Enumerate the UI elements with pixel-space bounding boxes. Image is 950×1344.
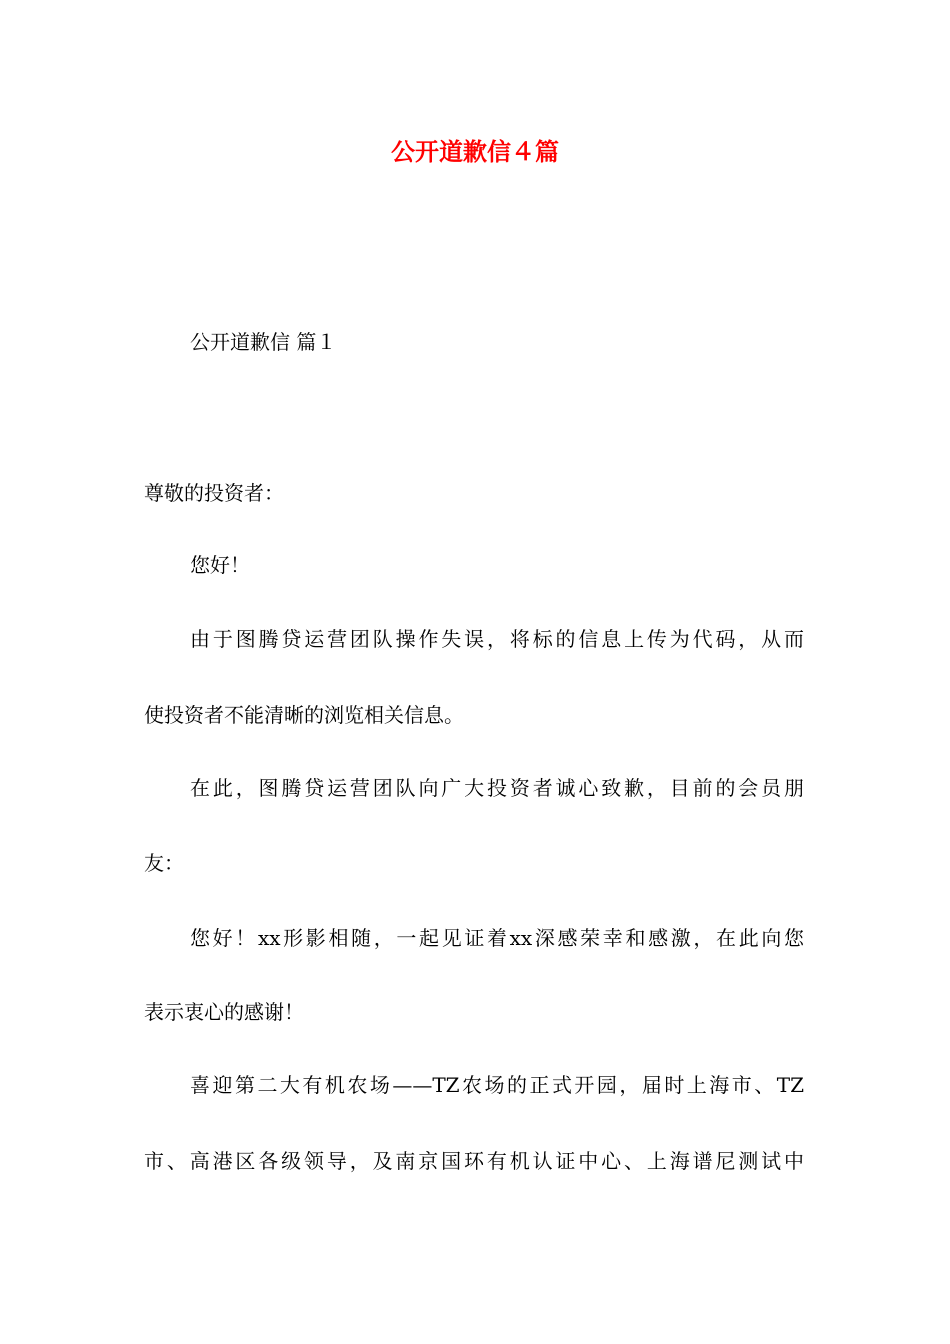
paragraph-1-line-2: 使投资者不能清晰的浏览相关信息。 — [144, 703, 464, 727]
paragraph-3-line-2: 表示衷心的感谢！ — [144, 1000, 304, 1024]
paragraph-1-line-1: 由于图腾贷运营团队操作失误，将标的信息上传为代码，从而 — [190, 627, 804, 651]
paragraph-3-line-1: 您好！xx形影相随，一起见证着xx深感荣幸和感激，在此向您 — [190, 926, 804, 950]
greeting: 您好！ — [190, 553, 250, 577]
paragraph-4-line-1: 喜迎第二大有机农场——TZ农场的正式开园，届时上海市、TZ — [190, 1073, 804, 1097]
paragraph-2-line-1: 在此，图腾贷运营团队向广大投资者诚心致歉，目前的会员朋 — [190, 776, 804, 800]
paragraph-2-line-2: 友： — [144, 851, 184, 875]
section-heading: 公开道歉信 篇１ — [190, 330, 337, 354]
paragraph-4-line-2: 市、高港区各级领导，及南京国环有机认证中心、上海谱尼测试中 — [144, 1149, 804, 1173]
salutation: 尊敬的投资者： — [144, 481, 284, 505]
document-title: 公开道歉信４篇 — [391, 137, 559, 166]
